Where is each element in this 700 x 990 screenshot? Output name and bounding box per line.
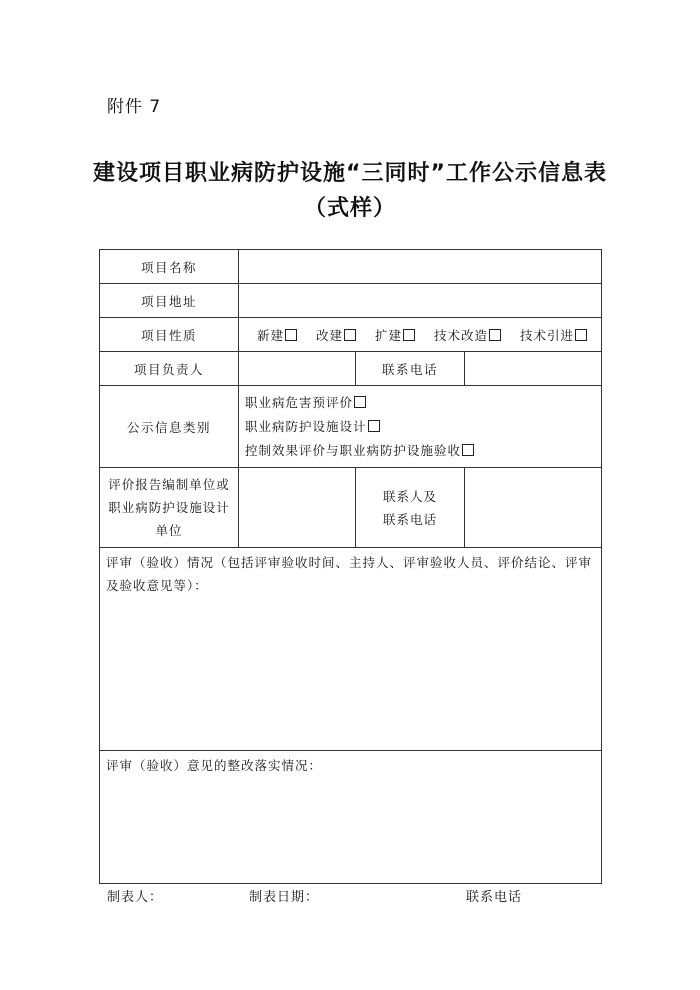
option-expansion[interactable]: 扩建	[375, 328, 415, 343]
row-project-name	[100, 250, 602, 284]
checkbox-icon[interactable]	[354, 396, 366, 408]
row-project-nature	[100, 318, 602, 352]
disclosure-form-table	[99, 249, 602, 884]
prepared-by-label: 制表人：	[107, 890, 164, 905]
checkbox-icon[interactable]	[462, 444, 474, 456]
row-rectification	[100, 751, 602, 884]
row-project-address	[100, 284, 602, 318]
attachment-label: 附件 7	[107, 97, 162, 117]
option-new-build[interactable]: 新建	[257, 328, 297, 343]
rectification-field[interactable]	[100, 751, 602, 884]
review-situation-field[interactable]	[100, 548, 602, 751]
project-address-label: 项目地址	[100, 284, 239, 318]
compiler-unit-label: 评价报告编制单位或 职业病防护设施设计 单位	[100, 468, 239, 548]
project-nature-options	[239, 318, 602, 352]
checkbox-icon[interactable]	[368, 420, 380, 432]
project-address-field[interactable]	[239, 284, 602, 318]
project-name-label: 项目名称	[100, 250, 239, 284]
checkbox-icon[interactable]	[403, 329, 415, 341]
info-category-options	[239, 386, 602, 468]
contact-phone-label: 联系电话	[356, 352, 465, 386]
form-title: 建设项目职业病防护设施“三同时”工作公示信息表	[93, 161, 607, 186]
row-compiler-unit	[100, 468, 602, 548]
checkbox-icon[interactable]	[285, 329, 297, 341]
option-control-effect-acceptance[interactable]: 控制效果评价与职业病防护设施验收	[245, 439, 601, 463]
checkbox-icon[interactable]	[575, 329, 587, 341]
row-review-situation	[100, 548, 602, 751]
contact-phone-field[interactable]	[465, 352, 602, 386]
option-pre-evaluation[interactable]: 职业病危害预评价	[245, 391, 601, 415]
contact-person-field[interactable]	[465, 468, 602, 548]
option-tech-introduction[interactable]: 技术引进	[520, 328, 587, 343]
project-nature-label: 项目性质	[100, 318, 239, 352]
review-situation-label: 评审（验收）情况（包括评审验收时间、主持人、评审验收人员、评价结论、评审及验收意见等）：	[106, 555, 593, 593]
checkbox-icon[interactable]	[489, 329, 501, 341]
project-manager-label: 项目负责人	[100, 352, 239, 386]
compiler-unit-field[interactable]	[239, 468, 356, 548]
prepared-date-label: 制表日期：	[249, 890, 320, 905]
project-name-field[interactable]	[239, 250, 602, 284]
form-subtitle: （式样）	[303, 196, 396, 221]
contact-person-label: 联系人及 联系电话	[356, 468, 465, 548]
option-rebuild[interactable]: 改建	[316, 328, 356, 343]
info-category-label: 公示信息类别	[100, 386, 239, 468]
row-project-manager	[100, 352, 602, 386]
option-facility-design[interactable]: 职业病防护设施设计	[245, 415, 601, 439]
project-manager-field[interactable]	[239, 352, 356, 386]
option-tech-renovation[interactable]: 技术改造	[434, 328, 501, 343]
rectification-label: 评审（验收）意见的整改落实情况：	[106, 758, 323, 773]
footer-contact-phone-label: 联系电话	[466, 890, 523, 905]
row-info-category	[100, 386, 602, 468]
checkbox-icon[interactable]	[344, 329, 356, 341]
